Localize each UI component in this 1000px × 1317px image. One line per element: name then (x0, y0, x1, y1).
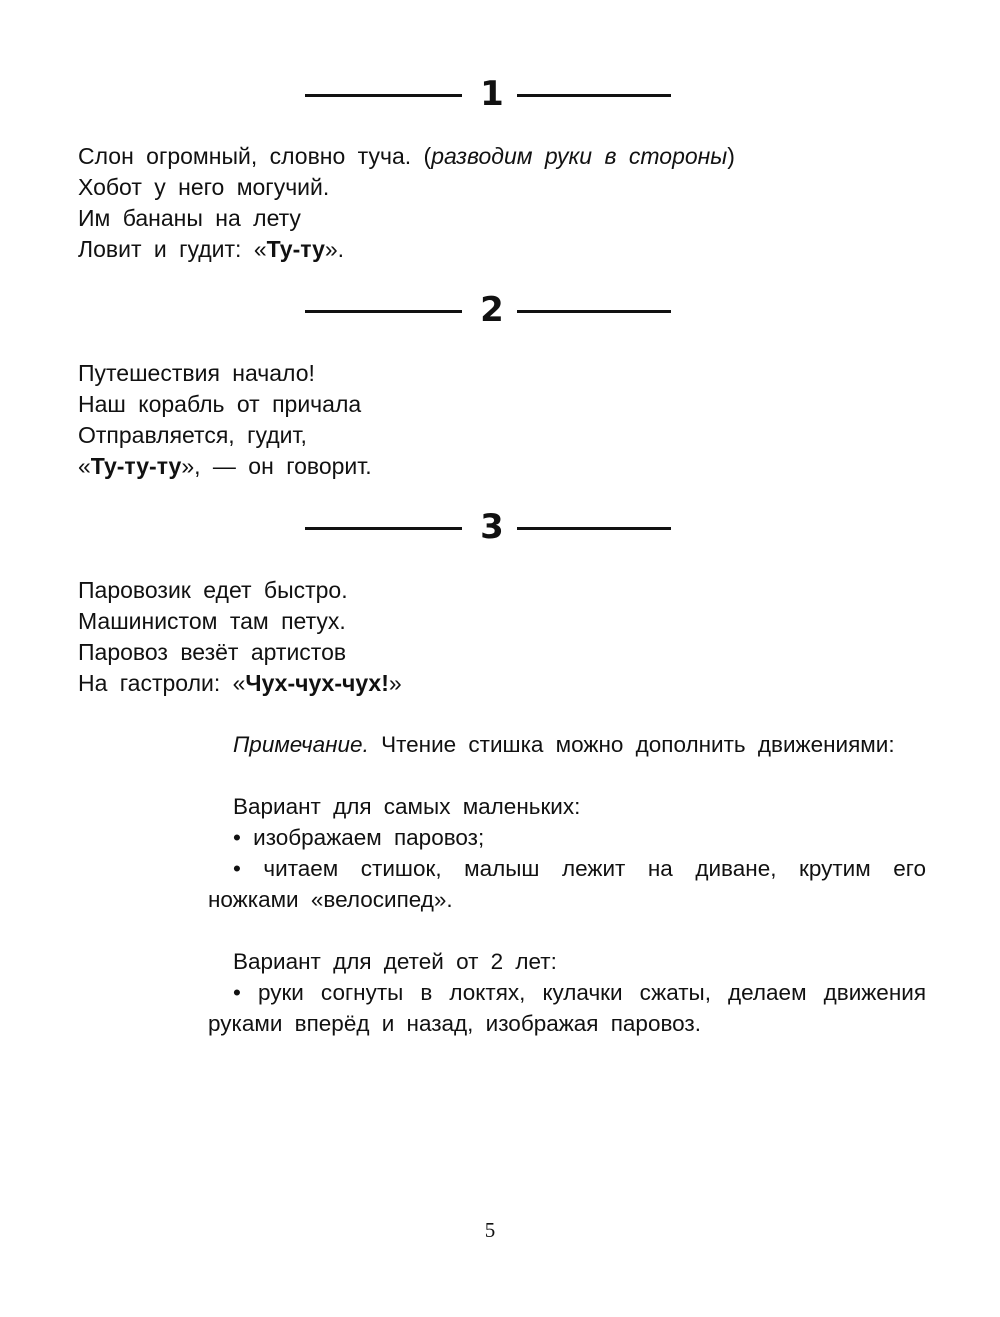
divider-rule-left (305, 310, 462, 313)
variant-1-title: Вариант для самых маленьких: (233, 794, 581, 819)
stanza-line: Паровоз везёт артистов (78, 639, 347, 665)
note-label: Примечание. (233, 732, 369, 757)
stanza-1 (78, 141, 735, 265)
divider-rule-left (305, 527, 462, 530)
stanza-line: Машинистом там петух. (78, 608, 346, 634)
note-block (208, 729, 926, 1039)
variant-2-title: Вариант для детей от 2 лет: (233, 949, 557, 974)
stanza-line: Им бананы на лету (78, 205, 301, 231)
stanza-line: Слон огромный, словно туча. (разводим руки в стороны) (78, 143, 735, 169)
divider-rule-right (517, 94, 671, 97)
stanza-line: Хобот у него могучий. (78, 174, 330, 200)
variant-2-item: • руки согнуты в локтях, кулачки сжаты, делаем движения руками вперёд и назад, изображая паровоз. (208, 980, 926, 1036)
stanza-line: Путешествия начало! (78, 360, 315, 386)
stanza-line: Ловит и гудит: «Ту-ту». (78, 236, 345, 262)
variant-1-item: • изображаем паровоз; (233, 825, 485, 850)
section-number: 1 (480, 74, 504, 114)
divider-rule-right (517, 310, 671, 313)
section-number: 2 (480, 290, 504, 330)
stanza-line: На гастроли: «Чух-чух-чух!» (78, 670, 402, 696)
stanza-line: Наш корабль от причала (78, 391, 362, 417)
stanza-3 (78, 575, 402, 699)
stanza-line: Паровозик едет быстро. (78, 577, 348, 603)
section-number: 3 (480, 507, 504, 547)
divider-rule-right (517, 527, 671, 530)
variant-1-item: • читаем стишок, малыш лежит на диване, крутим его ножками «велосипед». (208, 856, 926, 912)
section-divider-1 (305, 72, 671, 112)
section-divider-3 (305, 505, 671, 545)
page-number: 5 (484, 1218, 496, 1242)
section-divider-2 (305, 288, 671, 328)
stanza-2 (78, 358, 372, 482)
stanza-line: «Ту-ту-ту», — он говорит. (78, 453, 372, 479)
divider-rule-left (305, 94, 462, 97)
stanza-line: Отправляется, гудит, (78, 422, 307, 448)
note-intro: Примечание. Чтение стишка можно дополнить движениями: (233, 732, 895, 757)
